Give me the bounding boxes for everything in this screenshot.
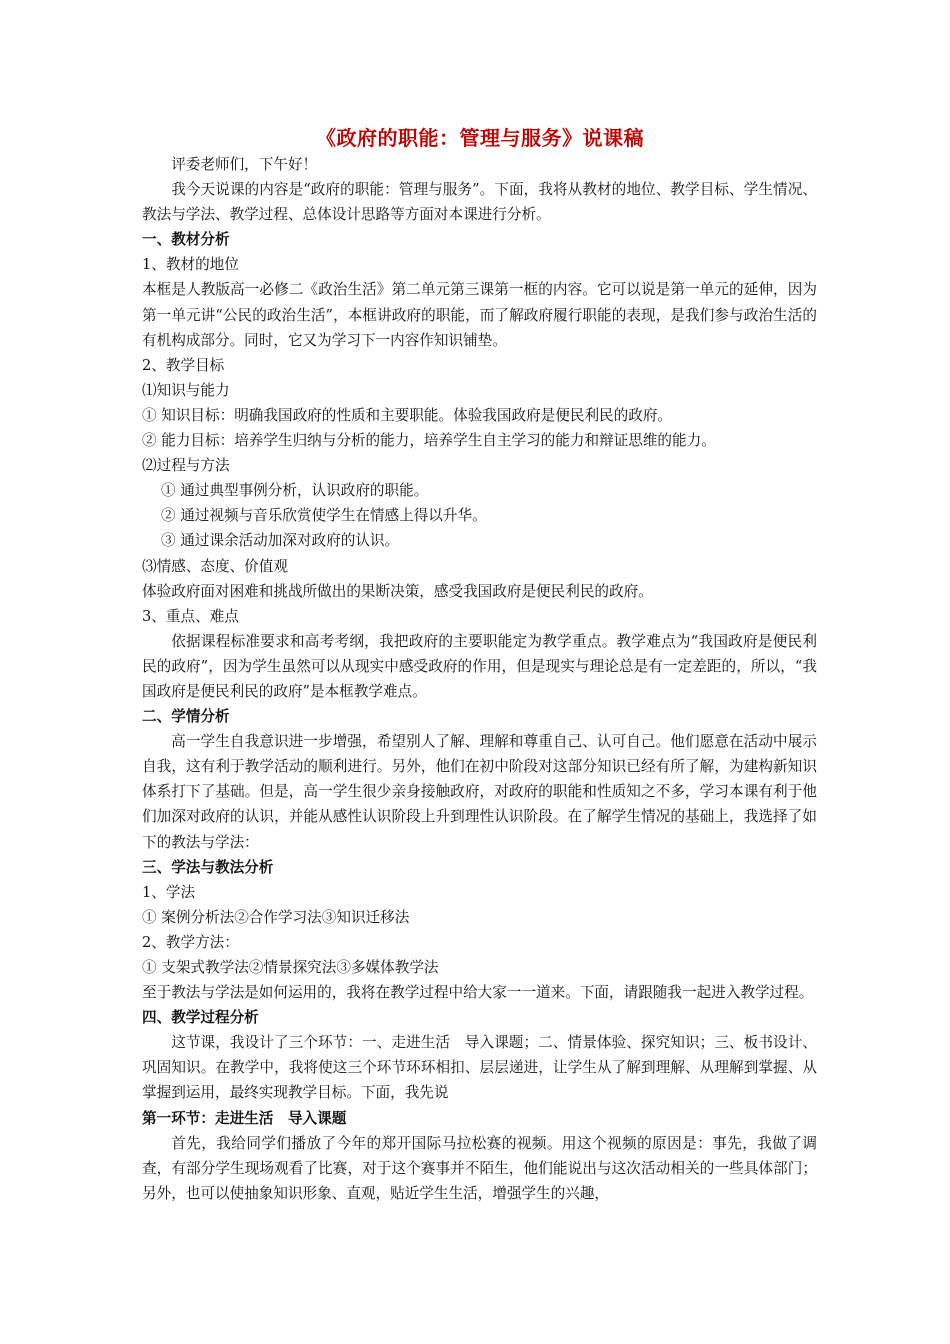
body-paragraph: ⑵过程与方法 [142, 457, 230, 475]
list-item: ③ 通过课余活动加深对政府的认识。 [160, 532, 400, 550]
list-item: ① 通过典型事例分析，认识政府的职能。 [160, 482, 429, 500]
list-item: ② 通过视频与音乐欣赏使学生在情感上得以升华。 [160, 507, 487, 525]
body-paragraph: ① 支架式教学法②情景探究法③多媒体教学法 [142, 959, 439, 976]
body-paragraph: 首先，我给同学们播放了今年的郑开国际马拉松赛的视频。用这个视频的原因是：事先，我做了调查，有部分学生现场观看了比赛，对于这个赛事并不陌生，他们能说出与这次活动相关的一些具体部门；另外，也可以使抽象知识形象、直观，贴近学生生活，增强学生的兴趣， [142, 1134, 817, 1202]
section-heading: 三、学法与教法分析 [142, 858, 274, 876]
body-paragraph: 我今天说课的内容是“政府的职能：管理与服务”。下面，我将从教材的地位、教学目标、学生情况、教法与学法、教学过程、总体设计思路等方面对本课进行分析。 [142, 181, 817, 224]
body-paragraph: ⑶情感、态度、价值观 [142, 557, 288, 575]
body-paragraph: 3、重点、难点 [142, 607, 239, 625]
body-paragraph: 依据课程标准要求和高考考纲，我把政府的主要职能定为教学重点。教学难点为“我国政府是便民利民的政府”，因为学生虽然可以从现实中感受政府的作用，但是现实与理论总是有一定差距的，所以，“我国政府是便民利民的政府”是本框教学难点。 [142, 632, 817, 700]
section-heading: 第一环节：走进生活 导入课题 [142, 1109, 347, 1127]
document-title: 《政府的职能：管理与服务》说课稿 [316, 126, 644, 150]
body-paragraph: 这节课，我设计了三个环节：一、走进生活 导入课题；二、情景体验、探究知识；三、板书设计、巩固知识。在教学中，我将使这三个环节环环相扣、层层递进，让学生从了解到理解、从理解到掌握、从掌握到运用，最终实现教学目标。下面，我先说 [142, 1034, 817, 1102]
body-paragraph: 1、学法 [142, 883, 196, 901]
body-paragraph: 高一学生自我意识进一步增强，希望别人了解、理解和尊重自己、认可自己。他们愿意在活动中展示自我，这有利于教学活动的顺利进行。另外，他们在初中阶段对这部分知识已经有所了解，为建构新知识体系打下了基础。但是，高一学生很少亲身接触政府，对政府的职能和性质知之不多，学习本课有利于他们加深对政府的认识，并能从感性认识阶段上升到理性认识阶段。在了解学生情况的基础上，我选择了如下的教法与学法： [142, 733, 817, 851]
body-paragraph: 2、教学目标 [142, 356, 225, 374]
body-paragraph: 本框是人教版高一必修二《政治生活》第二单元第三课第一框的内容。它可以说是第一单元的延伸，因为第一单元讲“公民的政治生活”，本框讲政府的职能，而了解政府履行职能的表现，是我们参与政治生活的有机构成部分。同时，它又为学习下一内容作知识铺垫。 [142, 281, 817, 349]
body-paragraph: ⑴知识与能力 [142, 381, 230, 399]
body-paragraph: 体验政府面对困难和挑战所做出的果断决策，感受我国政府是便民利民的政府。 [142, 582, 653, 600]
body-paragraph: ② 能力目标：培养学生归纳与分析的能力，培养学生自主学习的能力和辩证思维的能力。 [142, 432, 716, 450]
body-paragraph: 1、教材的地位 [142, 256, 239, 274]
body-paragraph: 至于教法与学法是如何运用的，我将在教学过程中给大家一一道来。下面，请跟随我一起进入教学过程。 [142, 984, 814, 1002]
section-heading: 二、学情分析 [142, 708, 230, 726]
section-heading: 一、教材分析 [142, 231, 230, 249]
body-paragraph: ① 案例分析法②合作学习法③知识迁移法 [142, 908, 410, 926]
body-paragraph: 2、教学方法： [142, 933, 239, 951]
body-paragraph: 评委老师们，下午好！ [171, 156, 318, 173]
document-body [142, 152, 817, 1206]
body-paragraph: ① 知识目标：明确我国政府的性质和主要职能。体验我国政府是便民利民的政府。 [142, 406, 673, 424]
section-heading: 四、教学过程分析 [142, 1009, 259, 1027]
